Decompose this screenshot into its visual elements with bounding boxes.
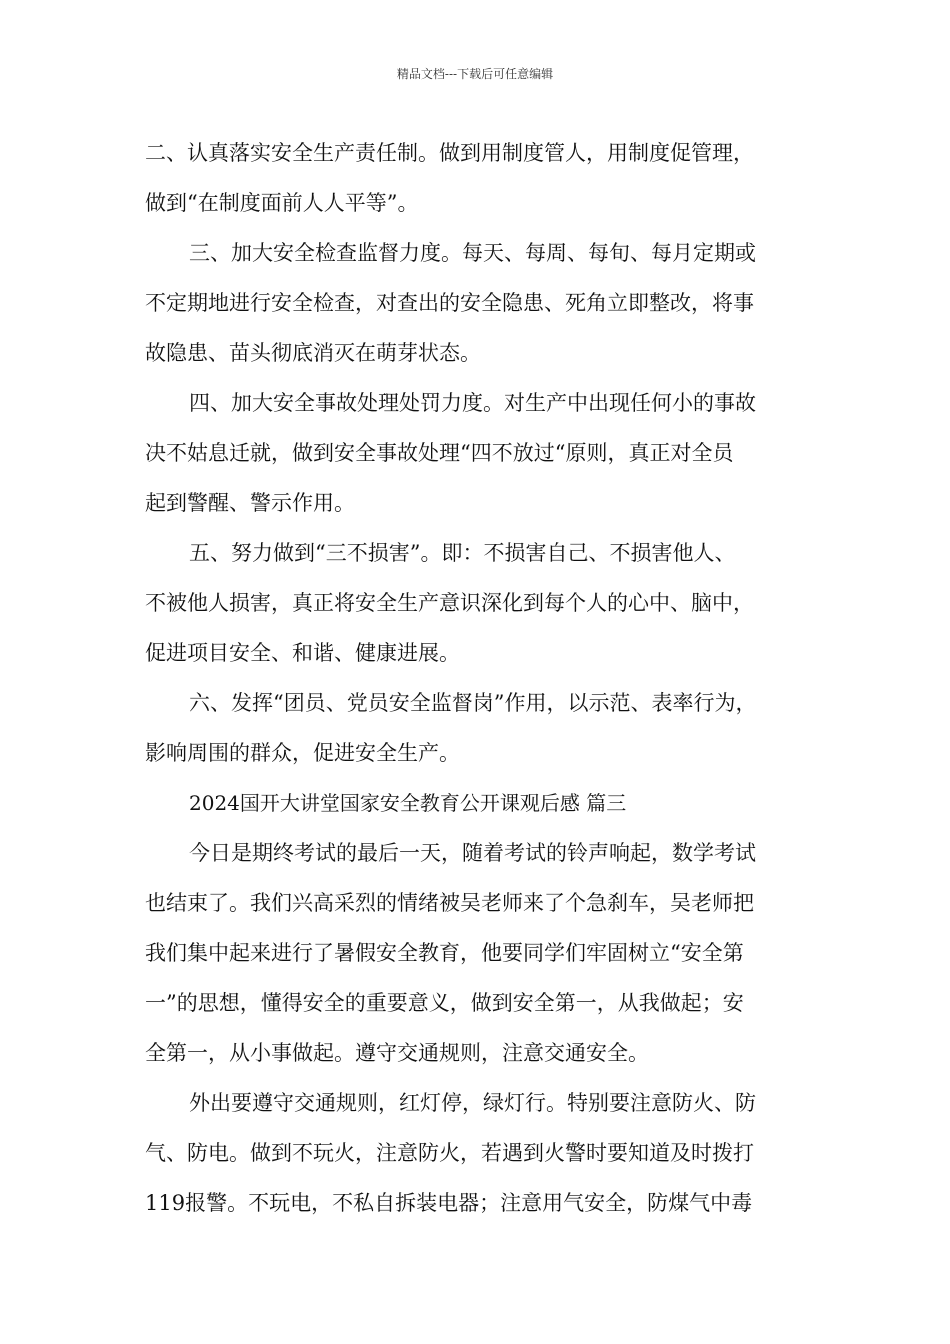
text-line: 119报警。不玩电，不私自拆装电器；注意用气安全，防煤气中毒: [145, 1191, 753, 1215]
text-line: 二、认真落实安全生产责任制。做到用制度管人，用制度促管理，: [145, 141, 754, 165]
text-line: 气、防电。做到不玩火，注意防火，若遇到火警时要知道及时拨打: [145, 1141, 754, 1165]
section-heading: 2024国开大讲堂国家安全教育公开课观后感 篇三: [189, 791, 627, 815]
text-line: 一”的思想，懂得安全的重要意义，做到安全第一，从我做起；安: [145, 991, 744, 1015]
text-line: 三、加大安全检查监督力度。每天、每周、每旬、每月定期或: [189, 241, 756, 265]
text-line: 四、加大安全事故处理处罚力度。对生产中出现任何小的事故: [189, 391, 756, 415]
text-line: 今日是期终考试的最后一天，随着考试的铃声响起，数学考试: [189, 841, 756, 865]
text-line: 五、努力做到“三不损害”。即：不损害自己、不损害他人、: [189, 541, 736, 565]
page-header: 精品文档---下载后可任意编辑: [396, 67, 554, 81]
text-line: 起到警醒、警示作用。: [145, 491, 355, 515]
text-line: 外出要遵守交通规则，红灯停，绿灯行。特别要注意防火、防: [189, 1091, 756, 1115]
text-line: 也结束了。我们兴高采烈的情绪被吴老师来了个急刹车，吴老师把: [145, 891, 754, 915]
text-line: 我们集中起来进行了暑假安全教育，他要同学们牢固树立“安全第: [145, 941, 744, 965]
text-line: 故隐患、苗头彻底消灭在萌芽状态。: [145, 341, 481, 365]
text-line: 六、发挥“团员、党员安全监督岗”作用，以示范、表率行为，: [189, 691, 757, 715]
text-line: 促进项目安全、和谐、健康进展。: [145, 641, 460, 665]
document-body: [145, 128, 825, 1228]
text-line: 不被他人损害，真正将安全生产意识深化到每个人的心中、脑中，: [145, 591, 754, 615]
text-line: 决不姑息迁就，做到安全事故处理“四不放过“原则，真正对全员: [145, 441, 734, 465]
text-line: 不定期地进行安全检查，对查出的安全隐患、死角立即整改，将事: [145, 291, 754, 315]
text-line: 影响周围的群众，促进安全生产。: [145, 741, 460, 765]
text-line: 做到“在制度面前人人平等”。: [145, 191, 419, 215]
text-line: 全第一，从小事做起。遵守交通规则，注意交通安全。: [145, 1041, 649, 1065]
